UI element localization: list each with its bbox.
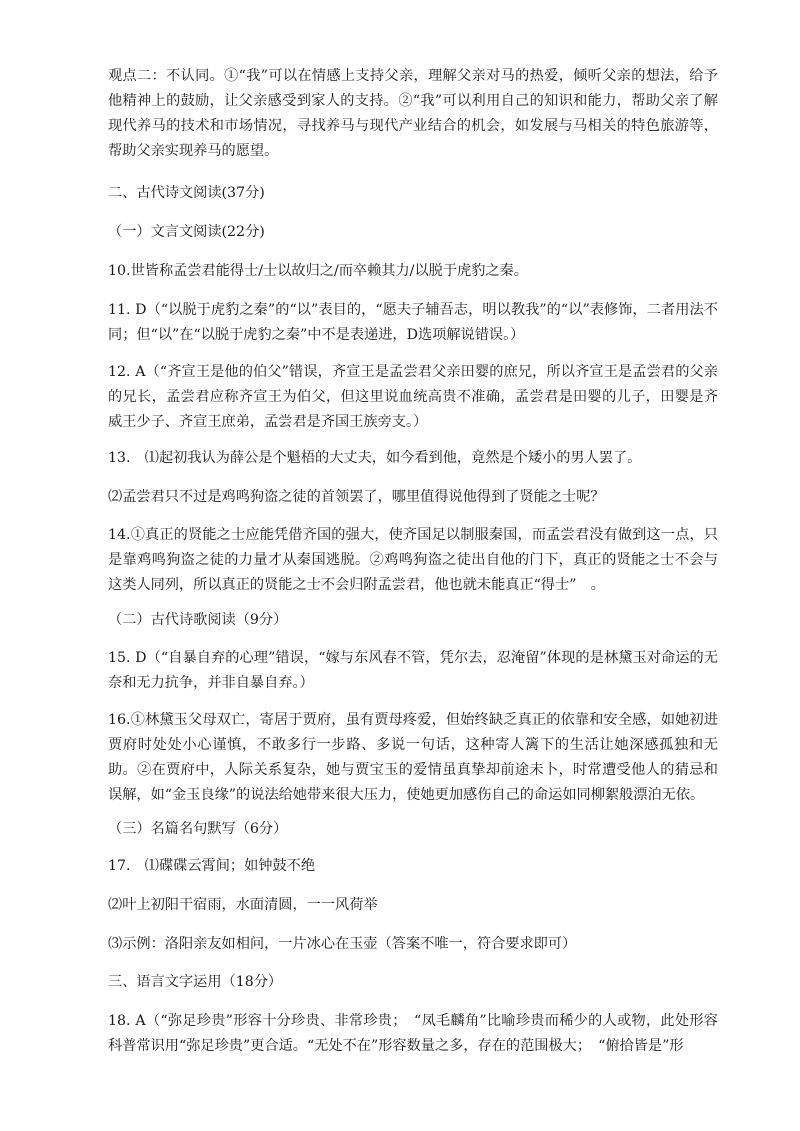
subsection-heading-classical-prose: （一）文言文阅读(22分): [108, 224, 265, 240]
section-heading-language-use: 三、语言文字运用（18分）: [108, 974, 283, 990]
answer-10: 10.世皆称孟尝君能得士/士以故归之/而卒赖其力/以脱于虎豹之秦。: [108, 263, 528, 279]
section-heading-ancient-poetry: 二、古代诗文阅读(37分): [108, 185, 265, 201]
answer-13-part-1: 13. ⑴起初我认为薛公是个魁梧的大丈夫，如今看到他，竟然是个矮小的男人罢了。: [108, 450, 642, 466]
answer-17-part-2: ⑵叶上初阳干宿雨，水面清圆，一一风荷举: [108, 897, 378, 913]
answer-17-part-1: 17. ⑴碟碟云霄间；如钟鼓不绝: [108, 858, 316, 874]
answer-12: 12. A（“齐宣王是他的伯父”错误，齐宣王是孟尝君父亲田婴的庶兄，所以齐宣王是孟尝君的父亲的兄长，孟尝君应称齐宣王为伯父，但这里说血统高贵不准确，孟尝君是田婴的儿子，田婴是齐威王少子、齐宣王庶弟，孟尝君是齐国王族旁支。）: [108, 364, 718, 430]
answer-13-part-2: ⑵孟尝君只不过是鸡鸣狗盗之徒的首领罢了，哪里值得说他得到了贤能之士呢？: [108, 489, 605, 505]
subsection-heading-classical-poetry: （二）古代诗歌阅读（9分）: [108, 612, 288, 628]
subsection-heading-famous-quotes: （三）名篇名句默写（6分）: [108, 821, 288, 837]
answer-14: 14.①真正的贤能之士应能凭借齐国的强大，使齐国足以制服秦国，而孟尝君没有做到这一点，只是靠鸡鸣狗盗之徒的力量才从秦国逃脱。②鸡鸣狗盗之徒出自他的门下，真正的贤能之士不会与这类人同列，所以真正的贤能之士不会归附孟尝君，他也就未能真正“得士” 。: [108, 527, 718, 593]
answer-11: 11. D（“以脱于虎豹之秦”的“以”表目的，“愿夫子辅吾志，明以教我”的“以”表修饰，二者用法不同；但“以”在“以脱于虎豹之秦”中不是表递进，D选项解说错误。）: [108, 302, 718, 343]
answer-16: 16.①林黛玉父母双亡，寄居于贾府，虽有贾母疼爱，但始终缺乏真正的依靠和安全感，如她初进贾府时处处小心谨慎，不敢多行一步路、多说一句话，这种寄人篱下的生活让她深感孤独和无助。②在贾府中，人际关系复杂，她与贾宝玉的爱情虽真挚却前途未卜，时常遭受他人的猜忌和误解，如“金玉良缘”的说法给她带来很大压力，使她更加感伤自己的命运如同柳絮般漂泊无依。: [108, 712, 718, 803]
answer-17-part-3: ⑶示例：洛阳亲友如相问，一片冰心在玉壶（答案不唯一，符合要求即可）: [108, 936, 577, 952]
answer-15: 15. D（“自暴自弃的心理”错误，“嫁与东风春不管，凭尔去，忍淹留”体现的是林黛玉对命运的无奈和无力抗争，并非自暴自弃。）: [108, 650, 718, 691]
answer-18: 18. A（“弥足珍贵”形容十分珍贵、非常珍贵； “凤毛麟角”比喻珍贵而稀少的人或物，此处形容科普常识用“弥足珍贵”更合适。“无处不在”形容数量之多，存在的范围极大； “俯拾皆是”形: [108, 1013, 718, 1054]
paragraph-viewpoint-two: 观点二：不认同。①“我”可以在情感上支持父亲，理解父亲对马的热爱，倾听父亲的想法，给予他精神上的鼓励，让父亲感受到家人的支持。②“我”可以利用自己的知识和能力，帮助父亲了解现代养马的技术和市场情况，寻找养马与现代产业结合的机会，如发展与马相关的特色旅游等，帮助父亲实现养马的愿望。: [108, 68, 718, 159]
